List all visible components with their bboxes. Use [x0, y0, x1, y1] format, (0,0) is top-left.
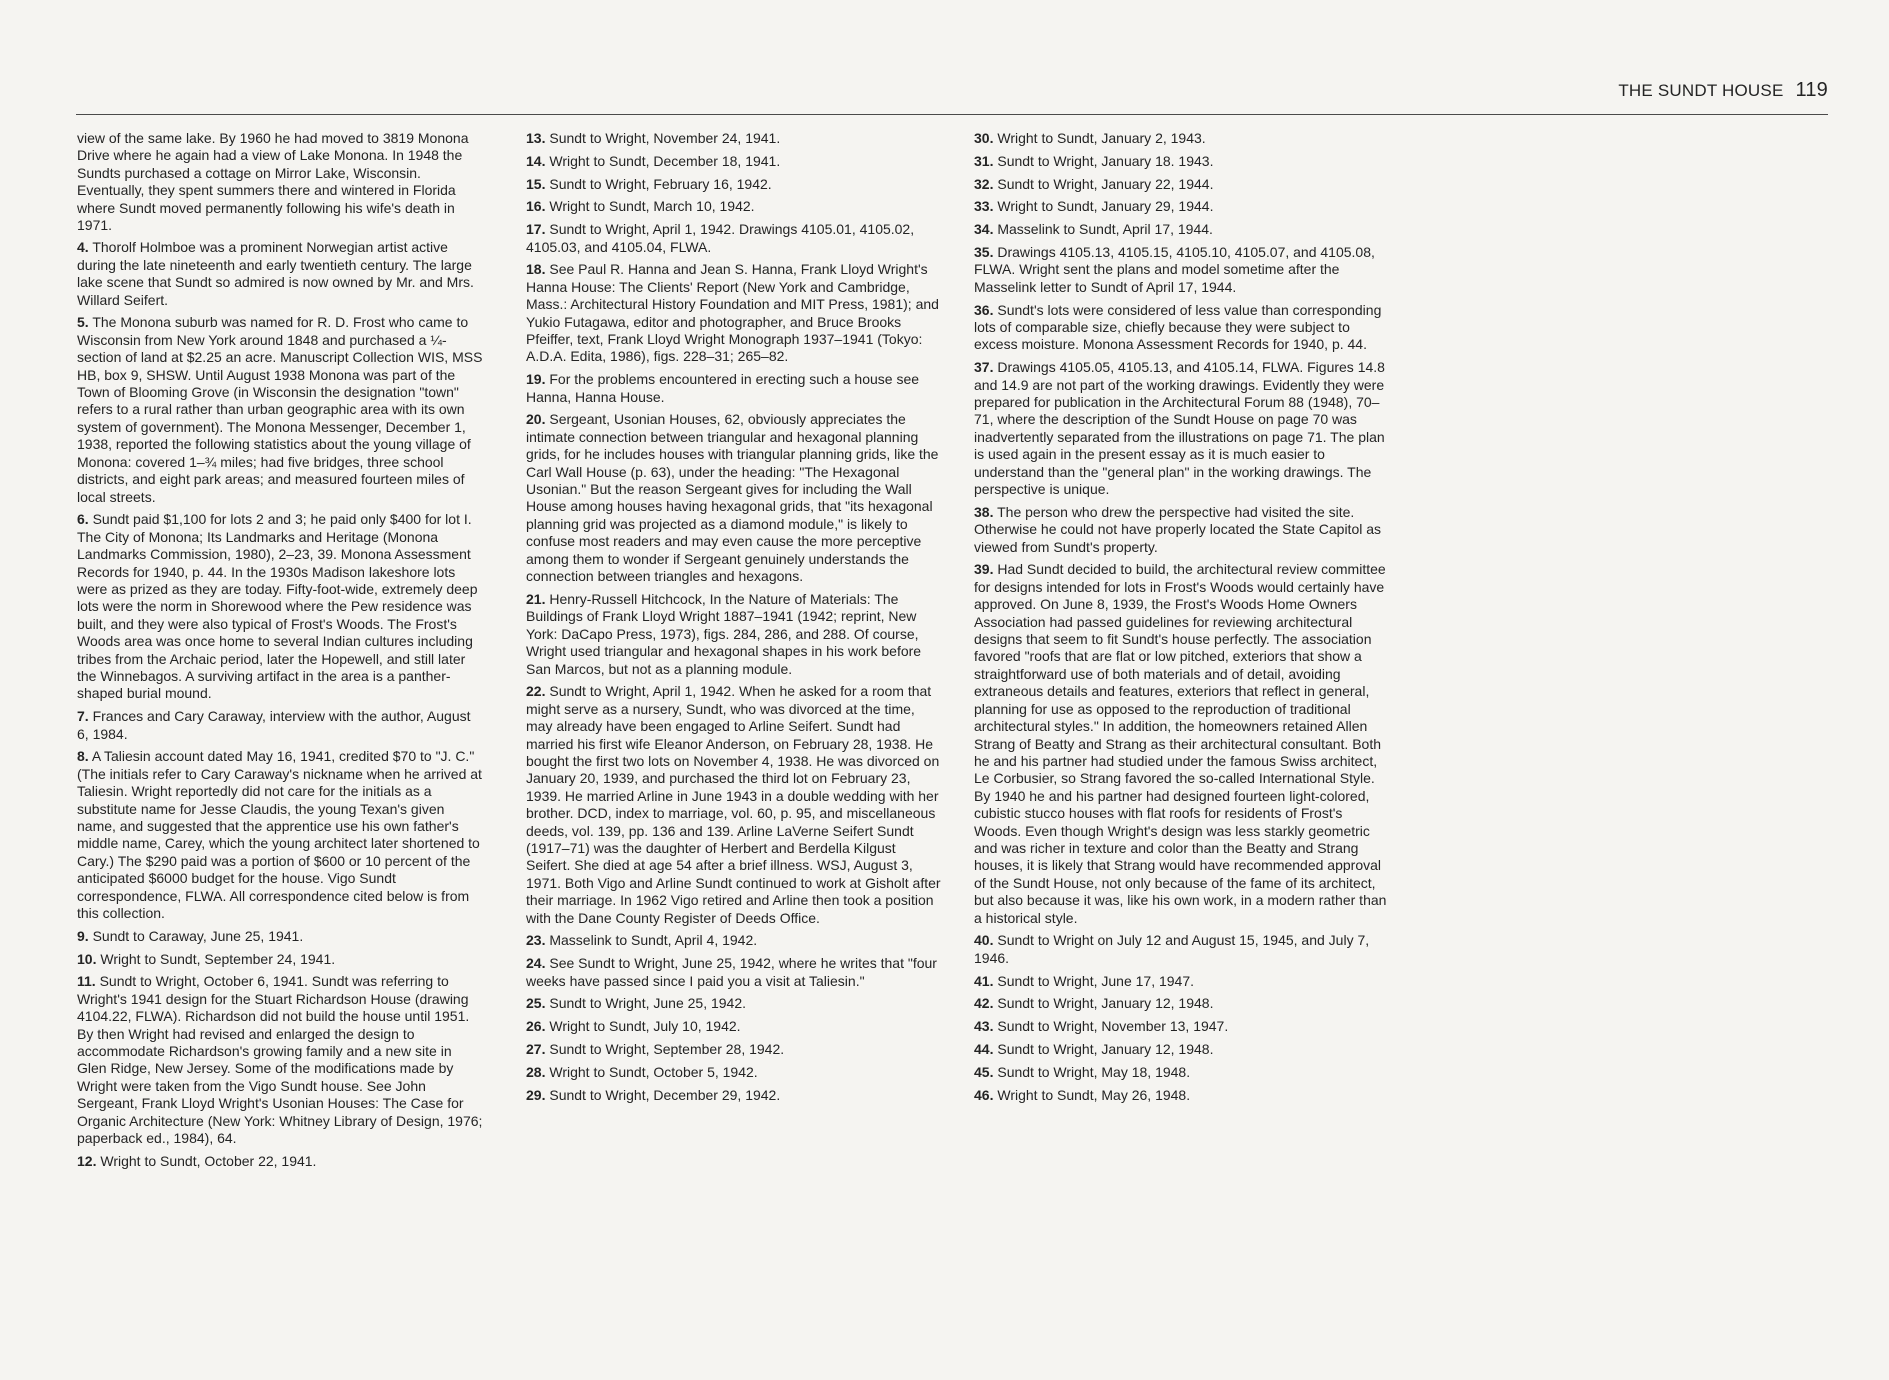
endnote-number: 8. [77, 748, 89, 765]
endnote-number: 7. [77, 708, 89, 725]
endnote-text: Wright to Sundt, December 18, 1941. [549, 152, 781, 169]
endnote [974, 302, 1390, 354]
endnote [974, 1041, 1390, 1058]
endnote [526, 176, 942, 193]
endnote [77, 951, 485, 968]
endnote-text: Sundt to Wright, June 17, 1947. [997, 972, 1195, 989]
endnote [526, 371, 942, 406]
endnote-text: Drawings 4105.13, 4105.15, 4105.10, 4105.07, and 4105.08, FLWA. Wright sent the plans and model sometime after the Masselink letter to Sundt of April 17, 1944. [974, 243, 1375, 295]
endnote [526, 130, 942, 147]
endnote-number: 14. [526, 152, 546, 169]
endnote-text: Sundt to Wright, January 22, 1944. [997, 175, 1214, 192]
endnote [77, 708, 485, 743]
endnote [526, 221, 942, 256]
endnote [526, 153, 942, 170]
endnote-number: 40. [974, 932, 994, 949]
endnote [77, 511, 485, 702]
endnote [526, 932, 942, 949]
endnote [974, 359, 1390, 498]
endnote [77, 239, 485, 309]
page-number: 119 [1795, 79, 1828, 101]
endnote [974, 1018, 1390, 1035]
endnote-text: Sundt to Wright, June 25, 1942. [549, 995, 747, 1012]
endnote-text: Thorolf Holmboe was a prominent Norwegian artist active during the late nineteenth and early twentieth century. The large lake scene that Sundt so admired is now owned by Mr. and Mrs. Willard Seifert. [77, 239, 474, 308]
endnote-number: 38. [974, 503, 994, 520]
endnote-text: The Monona suburb was named for R. D. Frost who came to Wisconsin from New York around 1848 and purchased a ¼-section of land at $2.25 an acre. Manuscript Collection WIS, MSS HB, box 9, SHSW. Until August 1938 Monona was part of the Town of Blooming Grove (in Wisconsin the designation "town" refers to a rural rather than urban geographic area with its own system of government). The Monona Messenger, December 1, 1938, reported the following statistics about the young village of Monona: covered 1–¾ miles; had five bridges, three school districts, and eight park areas; and measured fourteen miles of local streets. [77, 314, 483, 505]
endnote-text: Wright to Sundt, January 29, 1944. [997, 198, 1214, 215]
endnote-number: 28. [526, 1063, 546, 1080]
endnote-number: 13. [526, 130, 546, 146]
endnote [526, 261, 942, 365]
endnote-number: 16. [526, 198, 546, 215]
endnote [974, 244, 1390, 296]
endnote-number: 33. [974, 198, 994, 215]
endnote [974, 153, 1390, 170]
endnote-text: Sundt to Wright, November 24, 1941. [549, 130, 781, 146]
notes-column-2 [526, 130, 942, 1109]
endnote-text: Sundt to Wright, November 13, 1947. [997, 1018, 1229, 1035]
endnote-number: 4. [77, 239, 89, 256]
endnote [526, 683, 942, 927]
endnote-text: Sundt to Wright, October 6, 1941. Sundt was referring to Wright's 1941 design for the Stuart Richardson House (drawing 4104.22, FLWA). Richardson did not build the house until 1951. By then Wright had revised and enlarged the design to accommodate Richardson's growing family and a new site in Glen Ridge, New Jersey. Some of the modifications made by Wright were taken from the Vigo Sundt house. See John Sergeant, Frank Lloyd Wright's Usonian Houses: The Case for Organic Architecture (New York: Whitney Library of Design, 1976; paperback ed., 1984), 64. [77, 973, 483, 1147]
endnote [77, 928, 485, 945]
endnote [77, 973, 485, 1147]
endnote [974, 504, 1390, 556]
endnote-number: 46. [974, 1086, 994, 1103]
endnote-number: 15. [526, 175, 546, 192]
endnote-text: Sundt's lots were considered of less value than corresponding lots of comparable size, chiefly because they were subject to excess moisture. Monona Assessment Records for 1940, p. 44. [974, 301, 1382, 353]
endnote-number: 36. [974, 301, 994, 318]
endnote-text: Frances and Cary Caraway, interview with the author, August 6, 1984. [77, 708, 471, 742]
endnote-number: 44. [974, 1040, 994, 1057]
running-header [1618, 79, 1828, 102]
endnote-text: Sergeant, Usonian Houses, 62, obviously appreciates the intimate connection between triangular and hexagonal planning grids, for he includes houses with triangular planning grids, like the Carl Wall House (p. 63), under the heading: "The Hexagonal Usonian." But the reason Sergeant gives for including the Wall House among houses having hexagonal grids, that "its hexagonal planning grid was projected as a diamond module," is likely to confuse most readers and may even cause the more perceptive among them to wonder if Sergeant genuinely understands the connection between triangles and hexagons. [526, 411, 939, 585]
endnote [974, 561, 1390, 927]
endnote-text: See Sundt to Wright, June 25, 1942, where he writes that "four weeks have passed since I paid you a visit at Taliesin." [526, 955, 937, 989]
endnote-text: Wright to Sundt, May 26, 1948. [997, 1086, 1191, 1103]
endnote [526, 411, 942, 585]
endnote-number: 5. [77, 314, 89, 331]
endnote [526, 1087, 942, 1104]
endnote-text: Sundt to Wright, February 16, 1942. [549, 175, 772, 192]
endnote-text: Sundt paid $1,100 for lots 2 and 3; he paid only $400 for lot I. The City of Monona; Its Landmarks and Heritage (Monona Landmarks Commission, 1980), 2–23, 39. Monona Assessment Records for 1940, p. 44. In the 1930s Madison lakeshore lots were as prized as they are today. Fifty-foot-wide, extremely deep lots were the norm in Shorewood where the Pew residence was built, and they were also typical of Frost's Woods. The Frost's Woods area was once home to several Indian cultures including tribes from the Archaic period, later the Hopewell, and still later the Winnebagos. A surviving artifact in the area is a panther-shaped burial mound. [77, 511, 478, 702]
endnote [974, 1064, 1390, 1081]
running-title: THE SUNDT HOUSE [1618, 81, 1784, 100]
endnote [526, 1018, 942, 1035]
endnote-text: The person who drew the perspective had visited the site. Otherwise he could not have properly located the State Capitol as viewed from Sundt's property. [974, 503, 1382, 555]
endnote-text: Sundt to Wright, January 12, 1948. [997, 995, 1214, 1012]
endnote [526, 591, 942, 678]
endnote-number: 39. [974, 561, 994, 578]
endnote-text: For the problems encountered in erecting such a house see Hanna, Hanna House. [526, 371, 920, 405]
endnote-text: Had Sundt decided to build, the architectural review committee for designs intended for lots in Frost's Woods would certainly have approved. On June 8, 1939, the Frost's Woods Home Owners Association had passed guidelines for reviewing architectural designs that seem to fit Sundt's house perfectly. The association favored "roofs that are flat or low pitched, exteriors that show a straightforward use of both materials and of detail, avoiding extraneous details and features, exteriors that reflect in general, planning for use as opposed to the reproduction of traditional architectural styles." In addition, the homeowners retained Allen Strang of Beatty and Strang as their architectural consultant. Both he and his partner had studied under the famous Swiss architect, Le Corbusier, so Strang favored the so-called International Style. By 1940 he and his partner had designed fourteen light-colored, cubistic stucco houses with flat roofs for residents of Frost's Woods. Even though Wright's design was less starkly geometric and was richer in texture and color than the Beatty and Strang houses, it is likely that Strang would have recommended approval of the Sundt House, not only because of the fame of its architect, but also because it was, like his own work, in a modern rather than a historical style. [974, 561, 1387, 926]
endnote [974, 932, 1390, 967]
endnote [974, 1087, 1390, 1104]
endnote-text: Wright to Sundt, January 2, 1943. [997, 130, 1206, 146]
endnote-number: 23. [526, 932, 546, 949]
endnote-text: Wright to Sundt, October 22, 1941. [100, 1152, 317, 1169]
endnote-number: 17. [526, 221, 546, 238]
endnote-text: Sundt to Wright, January 18. 1943. [997, 152, 1214, 169]
endnote-text: Sundt to Wright, September 28, 1942. [549, 1040, 785, 1057]
endnote-number: 32. [974, 175, 994, 192]
endnote [526, 995, 942, 1012]
endnote-text: Sundt to Wright, December 29, 1942. [549, 1086, 781, 1103]
endnote-number: 19. [526, 371, 546, 388]
endnote-number: 22. [526, 683, 546, 700]
endnote-number: 18. [526, 261, 546, 278]
endnote [974, 176, 1390, 193]
continued-note-text: view of the same lake. By 1960 he had moved to 3819 Monona Drive where he again had a view of Lake Monona. In 1948 the Sundts purchased a cottage on Mirror Lake, Wisconsin. Eventually, they spent summers there and wintered in Florida where Sundt moved permanently following his wife's death in 1971. [77, 130, 469, 234]
endnote-number: 41. [974, 972, 994, 989]
endnote-text: Wright to Sundt, September 24, 1941. [100, 950, 336, 967]
notes-list-2 [526, 130, 942, 1104]
endnote-number: 37. [974, 359, 994, 376]
endnote-text: Sundt to Wright, January 12, 1948. [997, 1040, 1214, 1057]
endnote-text: Masselink to Sundt, April 17, 1944. [997, 221, 1213, 238]
endnote [526, 1064, 942, 1081]
notes-column-3 [974, 130, 1390, 1109]
endnote-number: 12. [77, 1152, 97, 1169]
endnote-number: 20. [526, 411, 546, 428]
endnote-text: Sundt to Wright, May 18, 1948. [997, 1063, 1191, 1080]
endnote-text: Sundt to Wright on July 12 and August 15, 1945, and July 7, 1946. [974, 932, 1370, 966]
endnote-number: 30. [974, 130, 994, 146]
endnote-text: Wright to Sundt, October 5, 1942. [549, 1063, 758, 1080]
endnote-text: Wright to Sundt, March 10, 1942. [549, 198, 755, 215]
endnote-text: Sundt to Caraway, June 25, 1941. [92, 927, 304, 944]
endnote-text: Henry-Russell Hitchcock, In the Nature of Materials: The Buildings of Frank Lloyd Wright 1887–1941 (1942; reprint, New York: DaCapo Press, 1973), figs. 284, 286, and 288. Of course, Wright used triangular and hexagonal shapes in his work before San Marcos, but not as a planning module. [526, 590, 922, 677]
endnote [77, 748, 485, 922]
endnote-number: 29. [526, 1086, 546, 1103]
endnote [974, 995, 1390, 1012]
endnote-text: Wright to Sundt, July 10, 1942. [549, 1018, 741, 1035]
endnote-text: A Taliesin account dated May 16, 1941, credited $70 to "J. C." (The initials refer to Cary Caraway's nickname when he arrived at Taliesin. Wright reportedly did not care for the initials as a substitute name for Jesse Claudis, the young Texan's given name, and suggested that the apprentice use his own father's middle name, Carey, which the young architect later shortened to Cary.) The $290 paid was a portion of $600 or 10 percent of the anticipated $6000 budget for the house. Vigo Sundt correspondence, FLWA. All correspondence cited below is from this collection. [77, 748, 482, 922]
endnote [974, 130, 1390, 147]
endnote-number: 35. [974, 243, 994, 260]
endnote-number: 25. [526, 995, 546, 1012]
endnote [974, 221, 1390, 238]
endnote-number: 45. [974, 1063, 994, 1080]
endnote-number: 9. [77, 927, 89, 944]
notes-column-1 [77, 130, 485, 1176]
endnote-number: 6. [77, 511, 89, 528]
endnote-number: 26. [526, 1018, 546, 1035]
endnote-number: 31. [974, 152, 994, 169]
endnote-number: 34. [974, 221, 994, 238]
endnote-number: 11. [77, 973, 96, 990]
endnote-number: 24. [526, 955, 546, 972]
endnote [77, 1153, 485, 1170]
endnote [77, 314, 485, 505]
endnote [526, 955, 942, 990]
notes-list-3 [974, 130, 1390, 1104]
endnote-text: Drawings 4105.05, 4105.13, and 4105.14, FLWA. Figures 14.8 and 14.9 are not part of the working drawings. Evidently they were prepared for publication in the Architectural Forum 88 (1948), 70–71, where the description of the Sundt House on page 70 was inadvertently separated from the illustrations on page 71. The plan is used again in the present essay as it is much easier to understand than the "general plan" in the working drawings. The perspective is unique. [974, 359, 1385, 498]
header-rule [76, 114, 1828, 115]
endnote [974, 198, 1390, 215]
endnote [974, 973, 1390, 990]
endnote-text: Masselink to Sundt, April 4, 1942. [549, 932, 758, 949]
endnote-number: 43. [974, 1018, 994, 1035]
endnote-number: 42. [974, 995, 994, 1012]
endnote [526, 198, 942, 215]
endnote-text: Sundt to Wright, April 1, 1942. Drawings 4105.01, 4105.02, 4105.03, and 4105.04, FLWA. [526, 221, 915, 255]
endnote-number: 10. [77, 950, 97, 967]
endnote-text: See Paul R. Hanna and Jean S. Hanna, Frank Lloyd Wright's Hanna House: The Clients' Report (New York and Cambridge, Mass.: Architectural History Foundation and MIT Press, 1981); and Yukio Futagawa, editor and photographer, and Bruce Brooks Pfeiffer, text, Frank Lloyd Wright Monograph 1937–1941 (Tokyo: A.D.A. Edita, 1986), figs. 228–31; 265–82. [526, 261, 939, 365]
endnote-number: 27. [526, 1040, 546, 1057]
endnote [526, 1041, 942, 1058]
endnote-text: Sundt to Wright, April 1, 1942. When he asked for a room that might serve as a nursery, Sundt, who was divorced at the time, may already have been engaged to Arline Seifert. Sundt had married his first wife Eleanor Anderson, on February 28, 1938. He bought the first two lots on November 4, 1938. He was divorced on January 20, 1939, and purchased the third lot on February 23, 1939. He married Arline in June 1943 in a double wedding with her brother. DCD, index to marriage, vol. 60, p. 95, and miscellaneous deeds, vol. 139, pp. 136 and 139. Arline LaVerne Seifert Sundt (1917–71) was the daughter of Herbert and Berdella Kilgust Seifert. She died at age 54 after a brief illness. WSJ, August 3, 1971. Both Vigo and Arline Sundt continued to work at Gisholt after their marriage. In 1962 Vigo retired and Arline then took a position with the Dane County Register of Deeds Office. [526, 683, 941, 926]
notes-list-1 [77, 239, 485, 1170]
endnote-number: 21. [526, 590, 546, 607]
